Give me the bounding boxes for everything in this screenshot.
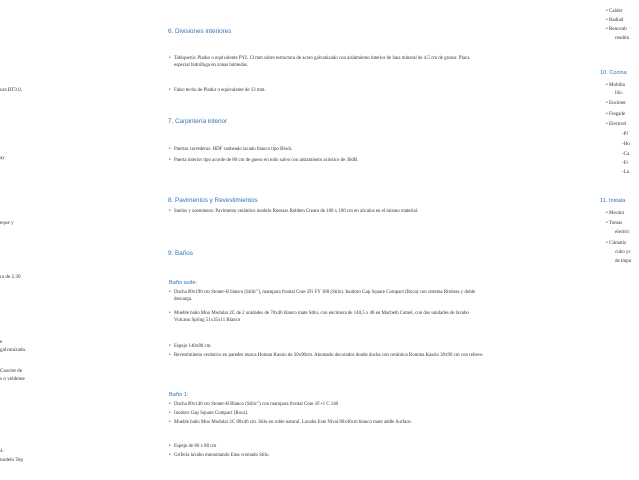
right-fragment: -Fr (622, 161, 629, 166)
right-column-fragment (600, 0, 639, 480)
right-fragment: electric (615, 230, 630, 235)
right-fragment: • Radiad (606, 18, 624, 23)
section-6-heading: 6. Divisiones interiores (168, 28, 232, 35)
right-fragment: • Renovab (606, 27, 627, 32)
right-fragment: de impu (615, 259, 632, 264)
left-fragment: s o veldeme (0, 376, 25, 382)
right-fragment: cubo yc (615, 250, 631, 255)
list-item: • Puerta interior tipo acorde de 80 cm de gueso en todo salvo con aislamiento acústico de 30dB. (169, 158, 359, 163)
list-item: • Mueble baño Moo Modular 2C 80x46 cm. Stilo en roble natural. Lavabo Este Nival 80x46cm blanco mate addle Surface. (169, 420, 412, 425)
right-fragment: • Fregade (606, 112, 626, 117)
section-10-heading: 10. Cocina (600, 70, 627, 76)
right-fragment: • Tomas (606, 221, 623, 226)
right-fragment: -Pl (622, 132, 628, 137)
right-fragment: • Climatiz (606, 241, 627, 246)
right-fragment: • Calder (606, 9, 623, 14)
section-7-heading: 7. Carpintería interior (168, 118, 228, 125)
right-fragment: rendim (615, 36, 630, 41)
left-fragment: ay (0, 155, 5, 161)
right-fragment: lilo. (615, 91, 623, 96)
left-fragment: Coscret de (0, 368, 23, 374)
center-column (168, 0, 488, 480)
section-11-heading: 11. Instala (600, 198, 626, 204)
section-9-heading: 9. Baños (168, 250, 193, 257)
list-item: • Falso techo de Pladur o equivalente de 13 mm. (169, 88, 266, 93)
bano-suite-heading: Baño suite: (169, 280, 197, 286)
right-fragment: -Ho (622, 142, 630, 147)
left-fragment: nodelo Tep (0, 457, 24, 463)
list-item: • Tabiquería: Pladur o equivalente PYL 13 mm sobre estructura de acero galvanizado con aislamiento interior de lana mineral de 4.5 cm de grosor. Placa especial hidrófuga en zonas húmedas. (169, 56, 470, 68)
left-column-fragment (0, 0, 60, 480)
left-fragment: eque y (0, 220, 14, 226)
list-item: • Suelos y zoemienos: Pavimento cerámico modelo Roessas Rubben Cream de 100 x 100 cm en zócalos en el mismo material. (169, 209, 419, 214)
list-item: • Inodoro Gap Square Compact (Roca). (169, 411, 249, 416)
right-fragment: • Encimer (606, 101, 626, 106)
left-fragment: e (0, 339, 3, 345)
right-fragment: -Ca (622, 152, 630, 157)
list-item: • Espejo 140x80 cm. (169, 344, 212, 349)
right-fragment: • Mecáni (606, 211, 625, 216)
section-8-heading: 8. Pavimentos y Revestimientos (168, 197, 258, 204)
right-fragment: • Mobilia (606, 83, 625, 88)
list-item: • Mueble baño Moo Modular 2C de 2 unidades de 70x46 blanco mate Stilo, con encimera de 140,5 x 46 en Macbeth Camel, con dos unidades de lavabo Vulcano Spring 51x35x11 Blanco (169, 311, 469, 323)
list-item: • Espejo de 80 x 80 cm (169, 444, 217, 449)
left-fragment: galvanizado. (0, 347, 27, 353)
right-fragment: -La (622, 170, 629, 175)
list-item: • Revestimiento cerámico en paredes marca Homan Kassio de 30x90cm. Ahumado decorados donde ducha con cerámica Romma Kassio 30x90 cm con relieve. (169, 353, 484, 358)
left-fragment: 4. (0, 448, 4, 454)
list-item: • Puertas correderas: HDF sanbeado lacado blanco tipo Block (169, 147, 292, 152)
left-fragment: ura RT3.0, (0, 87, 23, 93)
bano-1-heading: Baño 1: (169, 392, 189, 398)
right-fragment: • Electrod (606, 122, 626, 127)
list-item: • Ducha 80x140 cm Stoner-H Blanco (Stilic") con mampara frontal Core 1F+1 C 140 (169, 402, 339, 407)
left-fragment: ra de 2.30 (0, 274, 21, 280)
list-item: • Ducha 80x190 cm Stoner-H blanco (Stilic"), mampara frontal Core 2Fi FY 180 (Stilo). Inodoro Gap Square Compact (Roca) con sistema Rimless y doble descarga. (169, 290, 476, 302)
list-item: • Grifería lavabo monomando Ema cromado Stilo. (169, 453, 270, 458)
